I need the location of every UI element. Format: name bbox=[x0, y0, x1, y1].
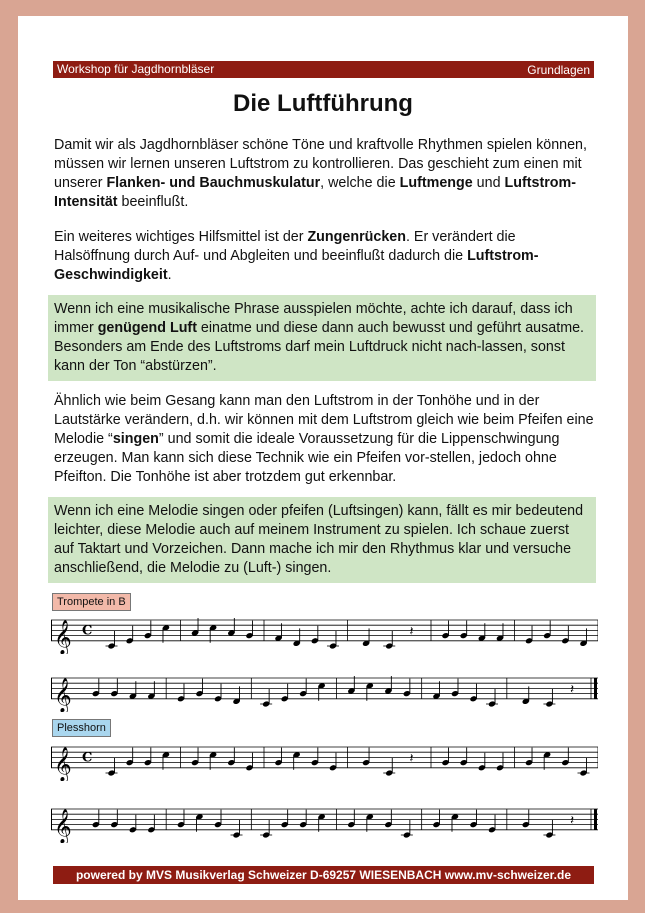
music-staff-4 bbox=[51, 799, 598, 843]
time-signature: C bbox=[82, 623, 93, 639]
paragraph-1: Damit wir als Jagdhornbläser schöne Töne und kraftvolle Rhythmen spielen können, müssen wir lernen unseren Luftstrom zu kontrollieren. Das geschieht zum einen mit unserer Flanken- und Bauchmuskulatur, welche die Luftmenge und Luftstrom-Intensität beeinflußt. bbox=[54, 137, 587, 210]
staff-svg bbox=[51, 737, 598, 781]
rest-icon: 𝄽 bbox=[409, 751, 414, 767]
highlight-text-1: Wenn ich eine musikalische Phrase ausspielen möchte, achte ich darauf, dass ich immer genügend Luft einatme und diese dann auch bewusst und geführt ausatme. Besonders am Ende des Luftstroms darf mein Luftdruck nicht nach-lassen, sonst kann der Ton “abstürzen”. bbox=[54, 301, 585, 374]
music-staff-2 bbox=[51, 668, 598, 712]
footer-bar: powered by MVS Musikverlag Schweizer D-69257 WIESENBACH www.mv-schweizer.de bbox=[53, 866, 594, 884]
paragraph-2: Ein weiteres wichtiges Hilfsmittel ist der Zungenrücken. Er verändert die Halsöffnung durch Auf- und Abgleiten und beeinflußt dadurch die Luftstrom-Geschwindigkeit. bbox=[54, 229, 539, 283]
treble-clef-icon: 𝄞 bbox=[54, 619, 72, 654]
paragraph-3: Ähnlich wie beim Gesang kann man den Luftstrom in der Tonhöhe und in der Lautstärke verändern, d.h. wir können mit dem Luftstrom gleich wie beim Pfeifen eine Melodie “singen” und somit die ideale Voraussetzung für die Lippenschwingung erzeugen. Man kann sich diese Technik wie ein Pfeifen vor-stellen, jedoch ohne Pfeifton. Die Tonhöhe ist aber trotzdem gut erkennbar. bbox=[54, 393, 594, 485]
final-bar-thick bbox=[594, 678, 597, 699]
highlight-box-2 bbox=[48, 497, 596, 583]
staff-svg bbox=[51, 799, 598, 843]
treble-clef-icon: 𝄞 bbox=[54, 677, 72, 712]
header-right: Grundlagen bbox=[527, 63, 590, 77]
staff-svg bbox=[51, 610, 598, 654]
trumpet-label: Trompete in B bbox=[52, 593, 131, 611]
header-bar bbox=[53, 61, 594, 78]
treble-clef-icon: 𝄞 bbox=[54, 746, 72, 781]
rest-icon: 𝄽 bbox=[570, 682, 575, 698]
treble-clef-icon: 𝄞 bbox=[54, 808, 72, 843]
highlight-box-1 bbox=[48, 295, 596, 381]
page-title: Die Luftführung bbox=[233, 90, 413, 117]
final-bar-thick bbox=[594, 809, 597, 830]
rest-icon: 𝄽 bbox=[570, 813, 575, 829]
time-signature: C bbox=[82, 750, 93, 766]
highlight-text-2: Wenn ich eine Melodie singen oder pfeifen (Luftsingen) kann, fällt es mir bedeutend leichter, diese Melodie auch auf meinem Instrument zu spielen. Ich schaue zuerst auf Taktart und Vorzeichen. Dann mache ich mir den Rhythmus klar und versuche anschließend, die Melodie zu (Luft-) singen. bbox=[54, 503, 584, 576]
plesshorn-label: Plesshorn bbox=[52, 719, 111, 737]
music-staff-3 bbox=[51, 737, 598, 781]
header-left: Workshop für Jagdhornbläser bbox=[57, 62, 215, 76]
rest-icon: 𝄽 bbox=[409, 624, 414, 640]
music-staff-1 bbox=[51, 610, 598, 654]
sheet bbox=[18, 16, 628, 900]
staff-svg bbox=[51, 668, 598, 712]
